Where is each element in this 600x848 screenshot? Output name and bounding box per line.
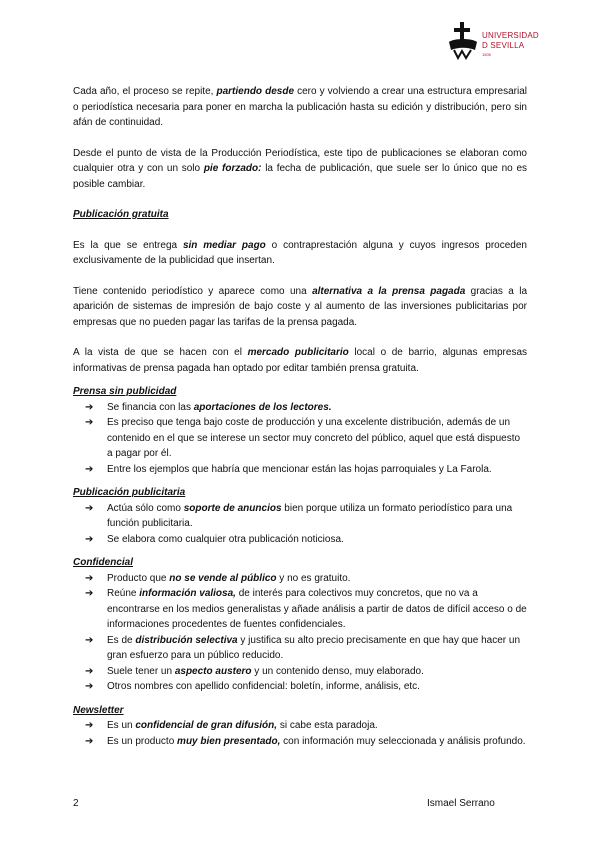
list-item: ➔ Es de distribución selectiva y justifica su alto precio precisamente en que hay que hacer un gran esfuerzo para un público reducido. — [85, 634, 521, 661]
list-item: ➔ Actúa sólo como soporte de anuncios bien porque utiliza un formato periodístico para una función publicitaria. — [85, 502, 513, 529]
arrow-bullet-icon: ➔ — [85, 417, 94, 428]
gratuita-paragraph-2: Tiene contenido periodístico y aparece como una alternativa a la prensa pagada gracias a la aparición de sistemas de impresión de bajo coste y al aumento de las inversiones publicitarias por empresas que no pueden pagar las tarifas de la prensa pagada. — [73, 285, 528, 328]
heading-publicacion-gratuita: Publicación gratuita — [73, 209, 169, 220]
heading-publicacion-publicitaria: Publicación publicitaria — [73, 487, 186, 498]
arrow-bullet-icon: ➔ — [85, 681, 94, 692]
list-item: ➔ Producto que no se vende al público y no es gratuito. — [73, 571, 527, 587]
heading-prensa-sin-publicidad: Prensa sin publicidad — [73, 386, 177, 397]
gratuita-paragraph-3: A la vista de que se hacen con el mercado publicitario local o de barrio, algunas empresas informativas de prensa pagada han optado por editar también prensa gratuita. — [73, 347, 528, 374]
list-item: ➔ Es un producto muy bien presentado, con información muy seleccionada y análisis profundo. — [73, 734, 527, 750]
heading-newsletter: Newsletter — [73, 704, 124, 716]
arrow-bullet-icon: ➔ — [85, 665, 94, 677]
sin-publicidad-list — [73, 400, 527, 478]
confidencial-list — [73, 571, 527, 695]
arrow-bullet-icon: ➔ — [85, 588, 94, 599]
arrow-bullet-icon: ➔ — [85, 634, 94, 646]
newsletter-list — [73, 718, 527, 749]
heading-confidencial: Confidencial — [73, 557, 134, 568]
intro-paragraph-1: Cada año, el proceso se repite, partiendo desde cero y volviendo a crear una estructura empresarial o periodística necesaria para poner en marcha la publicación hasta su edición y distribución, pero sin afán de continuidad. — [73, 86, 527, 128]
publicitaria-list — [73, 501, 527, 548]
university-seal-icon — [446, 20, 480, 60]
university-logo — [446, 20, 538, 62]
intro-paragraph-2: Desde el punto de vista de la Producción Periodística, este tipo de publicaciones se elaboran como cualquier otra y con un solo pie forzado: la fecha de publicación, que suele ser lo único que no es posible cambiar. — [73, 147, 528, 190]
list-item: ➔ Otros nombres con apellido confidencial: boletín, informe, análisis, etc. — [73, 679, 527, 695]
arrow-bullet-icon: ➔ — [85, 401, 94, 413]
list-item: ➔ Se elabora como cualquier otra publicación noticiosa. — [73, 532, 527, 548]
list-item: ➔ Es preciso que tenga bajo coste de producción y una excelente distribución, además de un contenido en el que se interese un sector muy concreto del público, aquel que está dispuesto a pagar por él. — [85, 417, 521, 459]
list-item: ➔ Reúne información valiosa, de interés para colectivos muy concretos, que no va a encontrarse en los medios generalistas y añade análisis a partir de datos de difícil acceso o de informaciones procedentes de fuentes confidenciales. — [85, 588, 527, 630]
arrow-bullet-icon: ➔ — [85, 463, 94, 475]
document-body — [73, 84, 527, 749]
footer-author: Ismael Serrano — [427, 798, 495, 809]
arrow-bullet-icon: ➔ — [85, 572, 94, 584]
page-number: 2 — [73, 798, 79, 809]
logo-line-3: 1505 — [482, 52, 491, 57]
list-item: ➔ Se financia con las aportaciones de los lectores. — [73, 400, 527, 416]
arrow-bullet-icon: ➔ — [85, 502, 94, 514]
gratuita-paragraph-1: Es la que se entrega sin mediar pago o contraprestación alguna y cuyos ingresos proceden exclusivamente de la publicidad que insertan. — [73, 239, 527, 266]
arrow-bullet-icon: ➔ — [85, 735, 94, 747]
arrow-bullet-icon: ➔ — [85, 720, 94, 731]
list-item: ➔ Es un confidencial de gran difusión, si cabe esta paradoja. — [73, 718, 527, 734]
list-item: ➔ Entre los ejemplos que habría que mencionar están las hojas parroquiales y La Farola. — [73, 462, 527, 478]
list-item: ➔ Suele tener un aspecto austero y un contenido denso, muy elaborado. — [73, 664, 527, 680]
arrow-bullet-icon: ➔ — [85, 533, 94, 545]
logo-line-2: D SEVILLA — [482, 41, 525, 50]
logo-line-1: UNIVERSIDAD — [482, 31, 539, 40]
